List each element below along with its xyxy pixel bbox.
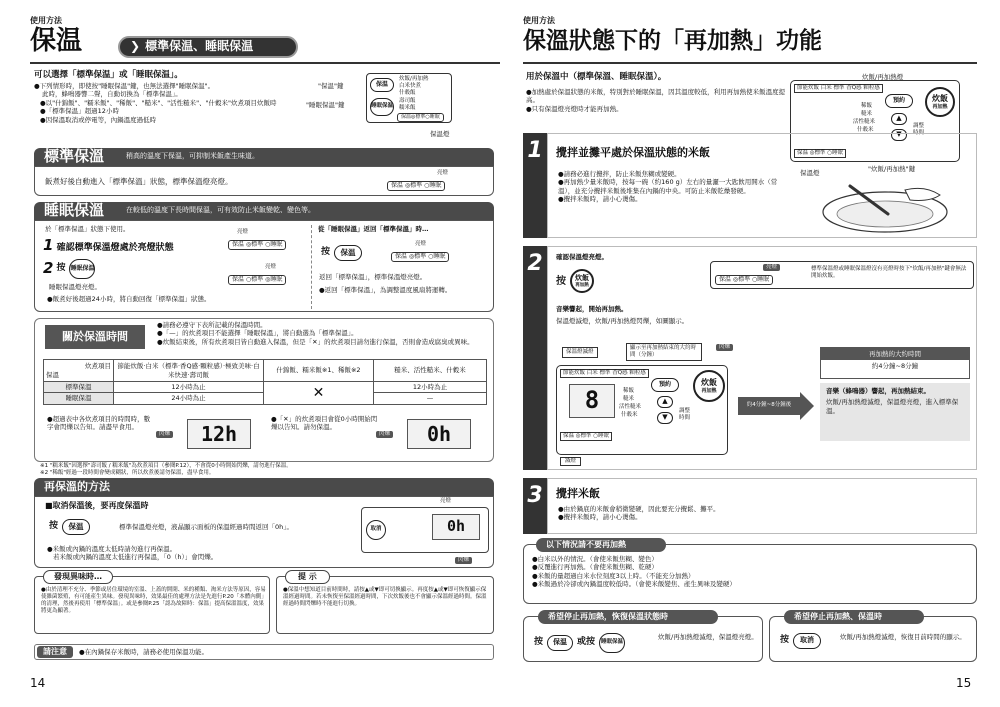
stirring-rice-illustration [810, 180, 960, 238]
lamp-std: 保温 [395, 253, 408, 260]
timer-key: 預約 [885, 94, 913, 108]
key-sub-label: 再加熱 [932, 103, 948, 110]
bullet: ●請務必進行攪拌，防止米飯焦糊或變硬。 [558, 170, 681, 178]
avoid-title: 以下情況請不要再加熱 [536, 538, 666, 552]
stop-keep-box [523, 611, 763, 662]
time-section [34, 318, 494, 462]
sleep-intro: 於「標準保溫」狀態下使用。 [45, 225, 130, 233]
down-key: ▼ [657, 412, 673, 424]
bullet: 此時，蜂鳴器響二聲，自動切換為「標準保温」。 [42, 90, 182, 99]
step1-title: 攪拌並攤平處於保溫狀態的米飯 [556, 146, 710, 159]
cell: — [374, 393, 487, 404]
key-label-sleep: "睡眠保温"鍵 [306, 101, 345, 109]
lamp-check-box [710, 261, 974, 289]
avoid-item: ●米飯的量超過白米水位刻度3以上時。（不能充分加熱） [532, 571, 695, 580]
tip-title: 提 示 [285, 570, 330, 584]
key-label: 炊飯 [701, 377, 717, 387]
note: ●請務必遵守下表所記載的保溫時間。 [157, 321, 267, 329]
sleep-warm-box [34, 220, 494, 312]
blink-label: 閃爍 [716, 344, 733, 351]
step-number: 1 [43, 236, 54, 254]
bullet: ●攪拌米飯時，請小心燙傷。 [558, 513, 642, 522]
key-label: 炊飯 [932, 93, 948, 103]
control-panel-illustration [366, 73, 452, 123]
col-mode: 保溫 [46, 370, 59, 379]
up-key: ▲ [891, 113, 907, 125]
note: ●炊飯結束後，所有炊煮項目皆自動進入保溫，但是「✕」的炊煮項目請勿進行保溫，否則會造成腐臭或異味。 [157, 337, 474, 346]
lamp-b: ○睡眠 [424, 182, 442, 189]
bullet: ●攪拌米飯時，請小心燙傷。 [558, 195, 642, 204]
step3-box [547, 478, 977, 534]
time-title: 關於保溫時間 [45, 325, 145, 349]
std-warm-bar [34, 148, 494, 166]
step2-title: 確認保溫燈亮燈。 [556, 253, 608, 261]
avoid-item: ●白米以外的情況。（會使米飯焦糊、變色） [532, 555, 658, 563]
step1-text: 確認標準保溫燈處於亮燈狀態 [56, 243, 174, 253]
panel-lamp-row: 保温 ◎標準 ○睡眠 [794, 149, 846, 158]
sleep-lamp-indicator-2 [228, 275, 286, 285]
select-bullets [34, 82, 304, 124]
avoid-items [532, 555, 736, 589]
time-notes [157, 321, 487, 346]
return-press [321, 245, 362, 261]
lamp-a: ◎標準 [245, 241, 264, 248]
reheat-heading: 用於保溫中（標準保溫、睡眠保溫）。 [526, 72, 667, 82]
tip-box [276, 571, 494, 634]
rewarm-press [49, 519, 90, 535]
press-text: 按 [534, 637, 544, 648]
rewarm-title: 再保溫的方法 [44, 479, 110, 493]
sleep-step2 [43, 259, 95, 279]
press-text: 按 [780, 635, 790, 646]
caution-text: ●在內鍋保存米飯時，請務必使用保溫功能。 [79, 647, 209, 656]
panel-side: 糙米 [623, 396, 635, 402]
key-sub-label: 再加熱 [575, 282, 589, 288]
step3-number: 3 [523, 478, 547, 534]
panel-header: 節能炊飯 白米 標準 香Q感 顆粒感 [560, 369, 649, 378]
sound-text: 音樂響起，開始再加熱。 [556, 305, 628, 313]
press-text: 按 [556, 275, 566, 287]
step-number: 2 [43, 259, 54, 278]
step1-bullets [558, 170, 788, 204]
done-title: 音樂（蜂鳴器）響起，再加熱結束。 [826, 387, 930, 395]
key-label-std: "保温"鍵 [318, 82, 344, 90]
done-text: 炊飯/再加熱燈滅燈，保溫燈亮燈，進入標準保溫。 [826, 398, 959, 415]
stop-off-text: 炊飯/再加熱燈滅燈，恢復目前時間的顯示。 [840, 633, 966, 641]
lcd-display-12h: 12h [187, 419, 251, 449]
approx-title: 再加熱的大約時間 [821, 348, 969, 360]
arrow-icon: ❯ [130, 39, 141, 54]
panel-side: 什穀米 [857, 127, 874, 133]
cancel-key: 取消 [366, 520, 386, 540]
key-label: 炊飯 [575, 273, 589, 282]
page-title: 保温 [30, 26, 83, 56]
sleep-lamp-indicator-1 [228, 240, 286, 250]
rewarm-heading: ■取消保溫後，要再度保溫時 [45, 501, 149, 510]
bullet: 若米飯或內鍋的溫度太低進行再保溫，「0（h）」會閃爍。 [53, 553, 218, 562]
bullet: ●米飯或內鍋的溫度太低時請勿進行再保溫。 [47, 545, 177, 553]
keep-warm-key: 保温 [547, 635, 573, 651]
stop-off-title: 希望停止再加熱、保溫時 [784, 610, 924, 624]
return-title: 從「睡眠保溫」返回「標準保溫」時… [318, 225, 429, 233]
bullet: ●以"什錦飯"、"糯米飯"、"稀飯"、"糙米"、"活性糙米"、"什穀米"炊煮項目炊飯時 [40, 98, 277, 107]
lit-label: 亮燈 [265, 264, 277, 270]
arrow-head [800, 392, 814, 420]
odor-title: 發現異味時… [43, 570, 113, 584]
cook-reheat-key [570, 269, 594, 293]
press-text: 按 [56, 263, 66, 274]
sleep-warm-title: 睡眠保溫 [44, 201, 105, 220]
std-lamp-indicator [387, 181, 445, 191]
panel-side: 活性糙米 [619, 404, 642, 410]
blink-label: 閃爍 [455, 557, 472, 564]
lit-label: 亮燈 [437, 170, 449, 176]
rewarm-bullets [47, 545, 217, 562]
caution-box [34, 644, 494, 660]
done-box [820, 383, 970, 441]
caption-warm-lamp: 保溫燈 [800, 169, 820, 177]
lit-label: 亮燈 [237, 229, 249, 235]
keep-warm-key: 保温 [334, 245, 362, 261]
std-warm-text: 飯煮好後自動進入「標準保溫」狀態，標準保溫燈亮燈。 [45, 177, 233, 186]
reheat-lcd: 8 [569, 384, 615, 418]
panel-label: 炊飯/再加熱 [399, 76, 429, 82]
bullet: ●由於鍋底的米飯會稍微變硬，因此要充分攪鬆、攤平。 [558, 505, 720, 513]
bullet: ●下列情形時，即使按"睡眠保温"鍵，也無法選擇"睡眠保温"。 [34, 82, 215, 90]
std-warm-box [34, 166, 494, 196]
table-header-row [44, 360, 487, 382]
table-col2: 什錦飯、糯米飯※1、稀飯※2 [264, 360, 374, 382]
table-row [44, 382, 487, 393]
key-sub-label: 再加熱 [701, 387, 717, 394]
blink-label: 閃爍 [376, 431, 393, 438]
row-mode: 睡眠保溫 [44, 393, 114, 404]
up-key: ▲ [657, 396, 673, 408]
step1-box [547, 133, 977, 238]
keep-warm-key: 保温 [62, 519, 90, 535]
lamp-row: 保温 ◎標準 ○睡眠 [715, 275, 773, 285]
callout-display: 顯示至再加熱結束的大約時間（分鐘） [626, 343, 702, 361]
footnote: ※2 "稀飯"經過一段時間會變成糊狀，所以炊煮後請勿保溫，盡早食用。 [40, 470, 215, 477]
sleep-step1 [43, 236, 174, 256]
panel-keep-warm-key: 保温 [370, 78, 394, 92]
table-col3: 糙米、活性糙米、什穀米 [374, 360, 487, 382]
rewarm-text: 標準保溫燈亮燈，液晶顯示面板的保溫經過時間返回「0h」。 [119, 523, 294, 531]
rewarm-box [34, 496, 494, 568]
sleep-warm-bar [34, 202, 494, 220]
cancel-key: 取消 [793, 633, 821, 649]
lit-label: 亮燈 [763, 264, 780, 271]
cell: 24小時為止 [114, 393, 264, 404]
rewarm-bar [34, 478, 494, 496]
panel-sleep-warm-key: 睡眠保温 [370, 98, 394, 116]
approx-box [820, 347, 970, 379]
bullet: ●再加熱少量米飯時，按每一碗（約160 g）左右的量灑一大匙飲用開水（常溫），並充分攪拌米飯後堆集在內鍋的中央。可防止米飯乾燥發硬。 [558, 178, 778, 195]
section-label: 使用方法 [30, 16, 62, 25]
lamp-b: ○睡眠 [428, 253, 446, 260]
cook-reheat-key [693, 370, 725, 402]
avoid-box [523, 539, 977, 604]
display-note-1: ●超過表中各炊煮項目的時間時，數字會閃爍以告知。請盡早食用。 [47, 415, 151, 432]
page-title: 保溫狀態下的「再加熱」功能 [523, 28, 822, 54]
bullet: ●只有保溫燈亮燈時才能再加熱。 [526, 104, 623, 113]
lamp-off-label: 滅燈 [560, 457, 581, 466]
table-col1: 節能炊飯‧白米（標準‧香Q感‧顆粒感）‧極致美味‧白米快速‧壽司飯 [114, 360, 264, 382]
arrow-time: 約4分鐘~8分鐘後 [738, 397, 800, 415]
sleep-warm-key: 睡眠保温 [69, 259, 95, 279]
lamp-a: ◎標準 [404, 182, 423, 189]
panel-side: 稀飯 [623, 388, 635, 394]
lamp-b: ◎睡眠 [265, 276, 283, 283]
lamp-caption: 保温燈 [430, 130, 450, 138]
callout-lamp-off: 保溫燈滅燈 [562, 347, 598, 358]
lit-label: 亮燈 [440, 498, 452, 504]
stop-keep-title: 希望停止再加熱，恢復保溫狀態時 [538, 610, 718, 624]
subtitle-text: 標準保温、睡眠保温 [145, 39, 254, 54]
std-warm-title: 標準保溫 [44, 147, 105, 166]
step3-title: 攪拌米飯 [556, 487, 600, 500]
step1-number: 1 [523, 133, 547, 238]
sleep-note: ●飯煮好後超過24小時，將自動回復「標準保溫」狀態。 [47, 295, 211, 303]
page-subtitle [118, 36, 298, 58]
down-key: ▼ [891, 129, 907, 141]
cell: 12小時為止 [114, 382, 264, 393]
sleep-step2-after: 睡眠保溫燈亮燈。 [49, 283, 101, 291]
lamp-std: 保温 [232, 276, 245, 283]
right-page [500, 0, 1000, 707]
tip-text: ●保溫中想知道目前時間時，請按▲或▼即可切換顯示。再度按▲或▼即可恢復顯示保溫經過時間。若未恢復至保溫經過時間，下次炊飯後也不會顯示保溫經過時間。保溫經過時間閃爍時不能進行切換。 [283, 587, 487, 608]
bullet: ●因保溫取消或停電等，內鍋溫度過低時 [40, 115, 157, 124]
stop-keep-text: 炊飯/再加熱燈滅燈，保溫燈亮燈。 [658, 633, 758, 641]
caution-label: 請注意 [37, 646, 73, 658]
rewarm-panel [361, 507, 489, 553]
col-item: 炊煮項目 [85, 362, 111, 371]
warm-time-table [43, 359, 487, 405]
odor-box [34, 571, 270, 634]
cell-cross: ✕ [264, 382, 374, 405]
press-text: 按 [321, 247, 331, 258]
press-text: 按 [49, 521, 59, 532]
lamp-b: ○睡眠 [265, 241, 283, 248]
return-text: 返回「標準保溫」，標準保溫燈亮燈。 [319, 273, 427, 281]
adjust-label: 調整時間 [679, 408, 691, 422]
cook-reheat-key [925, 87, 955, 117]
title-rule [30, 62, 500, 64]
stop-keep-press [534, 633, 625, 653]
row-mode: 標準保溫 [44, 382, 114, 393]
lamp-std: 保温 [391, 182, 404, 189]
display-note-2: ●「✕」的炊煮項目會從0小時開始閃爍以告知。請勿保溫。 [271, 415, 378, 432]
table-corner [44, 360, 114, 382]
rewarm-lcd: 0h [432, 514, 480, 540]
sleep-warm-desc: 在較低的溫度下長時間保溫，可有效防止米飯變乾、變色等。 [126, 206, 316, 215]
note: ●「—」的炊煮項目不能選擇「睡眠保溫」，將自動選為「標準保溫」。 [157, 329, 358, 338]
footnote: ※1 "糯米飯"因選擇"壽司飯 / 糯米飯"為炊煮項目（參閱P.12），不會從0小時開始閃爍，請勿進行保溫。 [40, 463, 292, 469]
lamp-a: ◎標準 [408, 253, 427, 260]
reheat-panel-step2 [556, 365, 728, 455]
return-note: ●返回「標準保溫」，為調整溫度風扇將運轉。 [319, 286, 452, 294]
avoid-item: ●反覆進行再加熱。（會使米飯焦糊、乾硬） [532, 563, 658, 572]
lamp-a: ○標準 [245, 276, 264, 283]
std-warm-desc: 稍高的溫度下保溫，可抑制米飯產生味道。 [126, 152, 260, 161]
stop-off-box [769, 611, 977, 662]
panel-label: 壽司飯 [399, 98, 416, 104]
panel-label: 糯米飯 [399, 105, 416, 111]
timer-key: 預約 [651, 378, 679, 392]
section-label: 使用方法 [523, 16, 555, 25]
step2-box [547, 246, 977, 470]
panel-side: 糙米 [861, 111, 873, 117]
panel-side: 活性糙米 [853, 119, 876, 125]
reheat-bullets [526, 88, 786, 113]
panel-label: 白米快煮 [399, 83, 422, 89]
lit-note: 標準保溫燈或睡眠保溫燈沒有亮燈時按下"炊飯/再加熱"鍵會無法開始炊飯。 [811, 266, 967, 280]
odor-text: ●由於清理不充分、季節或居住環境的室溫、上蓋的開閉、米的種類、淘米方法等原因，容易使雜菌繁殖，有可能產生異味。發現異味時，效果最佳的處理方法是先進行P.20「本體內側」的清理，然後再使用「標準保溫」。或是參閱P.25「認為故障時：保溫」提高保溫溫度，效果將更為顯著。 [41, 587, 267, 615]
footnotes [40, 463, 490, 477]
page-number-right: 15 [956, 676, 972, 690]
step2-press [556, 269, 594, 293]
caption-reheat-lamp: 炊飯/再加熱燈 [862, 73, 904, 81]
panel-lamp-row: 保温 ◎標準 ○睡眠 [560, 432, 612, 441]
sleep-warm-key: 睡眠保温 [599, 633, 625, 653]
return-lamp-indicator [391, 252, 449, 262]
approx-value: 約4分鐘~8分鐘 [871, 362, 919, 371]
cell: 12小時為止 [374, 382, 487, 393]
select-heading: 可以選擇「標準保温」或「睡眠保温」。 [34, 70, 183, 80]
lcd-display-0h: 0h [407, 419, 471, 449]
avoid-item: ●米飯過於冷卻或內鍋溫度較低時。（會使米飯變焦、產生異味及變硬） [532, 580, 736, 589]
panel-side: 稀飯 [861, 103, 873, 109]
caption-reheat-key: "炊飯/再加熱"鍵 [868, 165, 916, 173]
panel-lamp: 保温◎標準○睡眠 [397, 113, 444, 122]
step2-number: 2 [523, 246, 547, 470]
step3-bullets [558, 505, 720, 522]
blink-label: 閃爍 [156, 431, 173, 438]
divider [311, 225, 312, 309]
page-number-left: 14 [30, 676, 46, 690]
lamp-std: 保温 [232, 241, 245, 248]
stop-off-press [780, 633, 821, 649]
adjust-label: 調整時間 [913, 123, 925, 137]
or-text: 或按 [577, 637, 596, 648]
sound-sub: 保溫燈滅燈，炊飯/再加熱燈閃爍，如圖顯示。 [556, 317, 689, 325]
lit-label: 亮燈 [415, 241, 427, 247]
title-rule [523, 62, 977, 64]
panel-header: 節能炊飯 白米 標準 香Q感 顆粒感 [794, 84, 883, 93]
panel-side: 什穀米 [621, 412, 638, 418]
panel-label: 什穀飯 [399, 90, 416, 96]
bullet: ●「標準保温」超過12小時 [40, 107, 119, 116]
bullet: ●加熱處於保溫狀態的米飯，特別對於睡眠保溫，因其溫度較低，利用再加熱使米飯溫度提高。 [526, 88, 786, 105]
